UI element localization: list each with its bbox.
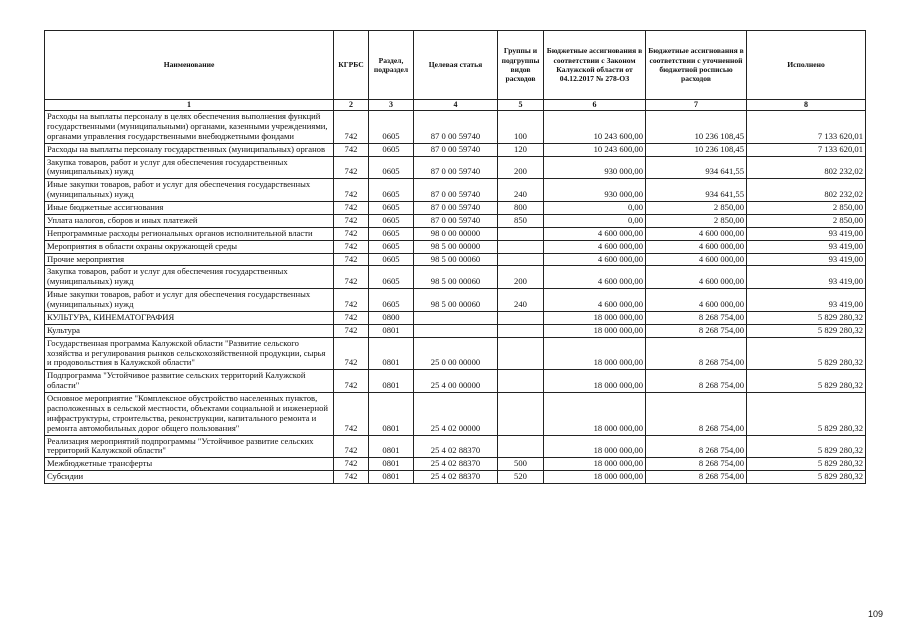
cell-stat: 25 4 02 88370	[414, 471, 498, 484]
cell-name: Культура	[45, 324, 334, 337]
cell-name: Закупка товаров, работ и услуг для обеспечения государственных (муниципальных) нужд	[45, 266, 334, 289]
table-row	[45, 289, 866, 312]
header-razdel: Раздел, подраздел	[369, 31, 414, 100]
table-row	[45, 202, 866, 215]
cell-name: Государственная программа Калужской области "Развитие сельского хозяйства и регулирования рынков сельскохозяйственной продукции, сырья и продовольствия в Калужской области"	[45, 337, 334, 370]
cell-isp: 5 829 280,32	[747, 471, 866, 484]
cell-kgrbs: 742	[334, 202, 369, 215]
cell-utoch: 2 850,00	[646, 214, 747, 227]
cell-vid	[498, 435, 544, 458]
header-utoch: Бюджетные ассигнования в соответствии с уточненной бюджетной росписью расходов	[646, 31, 747, 100]
cell-razdel: 0801	[369, 324, 414, 337]
cell-law: 4 600 000,00	[544, 253, 646, 266]
cell-name: Расходы на выплаты персоналу государственных (муниципальных) органов	[45, 143, 334, 156]
cell-razdel: 0605	[369, 179, 414, 202]
cell-razdel: 0605	[369, 253, 414, 266]
table-row	[45, 370, 866, 393]
cell-law: 930 000,00	[544, 156, 646, 179]
cell-name: Мероприятия в области охраны окружающей среды	[45, 240, 334, 253]
cell-kgrbs: 742	[334, 324, 369, 337]
cell-law: 0,00	[544, 202, 646, 215]
header-vid: Группы и подгруппы видов расходов	[498, 31, 544, 100]
cell-kgrbs: 742	[334, 458, 369, 471]
cell-stat: 87 0 00 59740	[414, 214, 498, 227]
cell-razdel: 0605	[369, 214, 414, 227]
cell-stat: 25 4 02 88370	[414, 458, 498, 471]
cell-vid	[498, 227, 544, 240]
cell-kgrbs: 742	[334, 253, 369, 266]
table-row	[45, 471, 866, 484]
header-isp: Исполнено	[747, 31, 866, 100]
cell-name: Реализация мероприятий подпрограммы "Устойчивое развитие сельских территорий Калужской области"	[45, 435, 334, 458]
cell-isp: 7 133 620,01	[747, 143, 866, 156]
cell-utoch: 10 236 108,45	[646, 143, 747, 156]
cell-law: 4 600 000,00	[544, 266, 646, 289]
cell-razdel: 0605	[369, 156, 414, 179]
cell-razdel: 0801	[369, 435, 414, 458]
cell-law: 18 000 000,00	[544, 337, 646, 370]
table-row	[45, 324, 866, 337]
cell-name: Субсидии	[45, 471, 334, 484]
cell-vid: 120	[498, 143, 544, 156]
col-number: 7	[646, 100, 747, 111]
cell-isp: 93 419,00	[747, 240, 866, 253]
table-row	[45, 179, 866, 202]
cell-kgrbs: 742	[334, 289, 369, 312]
cell-utoch: 4 600 000,00	[646, 289, 747, 312]
cell-isp: 93 419,00	[747, 289, 866, 312]
cell-name: Расходы на выплаты персоналу в целях обеспечения выполнения функций государственными (муниципальными) органами, казенными учреждениями, органами управления государственными внебюджетными фондами	[45, 111, 334, 144]
table-row	[45, 253, 866, 266]
cell-vid: 800	[498, 202, 544, 215]
cell-law: 18 000 000,00	[544, 311, 646, 324]
cell-isp: 802 232,02	[747, 179, 866, 202]
column-number-row	[45, 100, 866, 111]
cell-name: Иные закупки товаров, работ и услуг для обеспечения государственных (муниципальных) нужд	[45, 289, 334, 312]
cell-stat: 98 5 00 00060	[414, 253, 498, 266]
cell-kgrbs: 742	[334, 240, 369, 253]
cell-utoch: 10 236 108,45	[646, 111, 747, 144]
cell-kgrbs: 742	[334, 311, 369, 324]
header-row	[45, 31, 866, 100]
cell-utoch: 934 641,55	[646, 156, 747, 179]
table-row	[45, 266, 866, 289]
cell-razdel: 0801	[369, 393, 414, 436]
cell-vid: 100	[498, 111, 544, 144]
cell-isp: 5 829 280,32	[747, 324, 866, 337]
cell-isp: 93 419,00	[747, 266, 866, 289]
cell-vid	[498, 324, 544, 337]
cell-law: 0,00	[544, 214, 646, 227]
cell-utoch: 8 268 754,00	[646, 370, 747, 393]
cell-name: Межбюджетные трансферты	[45, 458, 334, 471]
cell-vid: 240	[498, 179, 544, 202]
cell-stat: 87 0 00 59740	[414, 179, 498, 202]
cell-isp: 5 829 280,32	[747, 458, 866, 471]
cell-kgrbs: 742	[334, 471, 369, 484]
cell-name: Подпрограмма "Устойчивое развитие сельских территорий Калужской области"	[45, 370, 334, 393]
cell-stat: 98 0 00 00000	[414, 227, 498, 240]
cell-law: 930 000,00	[544, 179, 646, 202]
cell-utoch: 4 600 000,00	[646, 253, 747, 266]
cell-isp: 5 829 280,32	[747, 311, 866, 324]
cell-stat: 87 0 00 59740	[414, 202, 498, 215]
table-row	[45, 458, 866, 471]
col-number: 1	[45, 100, 334, 111]
cell-isp: 2 850,00	[747, 214, 866, 227]
cell-razdel: 0801	[369, 370, 414, 393]
cell-utoch: 8 268 754,00	[646, 324, 747, 337]
cell-stat: 87 0 00 59740	[414, 143, 498, 156]
cell-stat: 98 5 00 00060	[414, 289, 498, 312]
cell-isp: 93 419,00	[747, 253, 866, 266]
cell-isp: 5 829 280,32	[747, 337, 866, 370]
cell-vid	[498, 370, 544, 393]
cell-utoch: 8 268 754,00	[646, 435, 747, 458]
header-stat: Целевая статья	[414, 31, 498, 100]
cell-kgrbs: 742	[334, 435, 369, 458]
cell-law: 4 600 000,00	[544, 227, 646, 240]
cell-isp: 93 419,00	[747, 227, 866, 240]
cell-kgrbs: 742	[334, 214, 369, 227]
table-row	[45, 435, 866, 458]
cell-stat: 25 0 00 00000	[414, 337, 498, 370]
cell-razdel: 0801	[369, 337, 414, 370]
cell-utoch: 8 268 754,00	[646, 393, 747, 436]
cell-stat: 98 5 00 00060	[414, 266, 498, 289]
cell-isp: 7 133 620,01	[747, 111, 866, 144]
cell-vid: 850	[498, 214, 544, 227]
cell-kgrbs: 742	[334, 156, 369, 179]
cell-utoch: 4 600 000,00	[646, 266, 747, 289]
cell-vid	[498, 253, 544, 266]
cell-kgrbs: 742	[334, 143, 369, 156]
table-row	[45, 337, 866, 370]
cell-razdel: 0801	[369, 458, 414, 471]
cell-isp: 5 829 280,32	[747, 370, 866, 393]
cell-law: 18 000 000,00	[544, 471, 646, 484]
header-law: Бюджетные ассигнования в соответствии с Законом Калужской области от 04.12.2017 № 278-ОЗ	[544, 31, 646, 100]
cell-kgrbs: 742	[334, 370, 369, 393]
table-row	[45, 227, 866, 240]
header-name: Наименование	[45, 31, 334, 100]
cell-utoch: 2 850,00	[646, 202, 747, 215]
table-row	[45, 311, 866, 324]
cell-kgrbs: 742	[334, 266, 369, 289]
cell-name: Закупка товаров, работ и услуг для обеспечения государственных (муниципальных) нужд	[45, 156, 334, 179]
table-row	[45, 240, 866, 253]
cell-law: 18 000 000,00	[544, 458, 646, 471]
table-row	[45, 214, 866, 227]
cell-vid	[498, 240, 544, 253]
cell-vid: 200	[498, 266, 544, 289]
cell-stat: 87 0 00 59740	[414, 156, 498, 179]
cell-utoch: 8 268 754,00	[646, 458, 747, 471]
cell-razdel: 0605	[369, 240, 414, 253]
col-number: 2	[334, 100, 369, 111]
cell-razdel: 0605	[369, 266, 414, 289]
cell-stat: 25 4 02 88370	[414, 435, 498, 458]
cell-kgrbs: 742	[334, 227, 369, 240]
table-row	[45, 111, 866, 144]
header-kgrbs: КГРБС	[334, 31, 369, 100]
cell-name: КУЛЬТУРА, КИНЕМАТОГРАФИЯ	[45, 311, 334, 324]
cell-stat	[414, 311, 498, 324]
cell-name: Уплата налогов, сборов и иных платежей	[45, 214, 334, 227]
cell-utoch: 8 268 754,00	[646, 337, 747, 370]
cell-vid	[498, 311, 544, 324]
cell-utoch: 934 641,55	[646, 179, 747, 202]
budget-table	[44, 30, 866, 484]
cell-law: 4 600 000,00	[544, 240, 646, 253]
col-number: 4	[414, 100, 498, 111]
cell-stat: 98 5 00 00000	[414, 240, 498, 253]
cell-name: Непрограммные расходы региональных органов исполнительной власти	[45, 227, 334, 240]
col-number: 8	[747, 100, 866, 111]
cell-isp: 2 850,00	[747, 202, 866, 215]
table-row	[45, 143, 866, 156]
cell-law: 10 243 600,00	[544, 143, 646, 156]
cell-kgrbs: 742	[334, 111, 369, 144]
cell-stat: 25 4 00 00000	[414, 370, 498, 393]
col-number: 6	[544, 100, 646, 111]
cell-kgrbs: 742	[334, 179, 369, 202]
cell-razdel: 0605	[369, 202, 414, 215]
cell-vid: 500	[498, 458, 544, 471]
cell-vid: 520	[498, 471, 544, 484]
col-number: 3	[369, 100, 414, 111]
cell-isp: 5 829 280,32	[747, 435, 866, 458]
cell-razdel: 0800	[369, 311, 414, 324]
cell-razdel: 0605	[369, 227, 414, 240]
cell-law: 18 000 000,00	[544, 370, 646, 393]
cell-stat: 87 0 00 59740	[414, 111, 498, 144]
cell-razdel: 0605	[369, 111, 414, 144]
cell-utoch: 4 600 000,00	[646, 240, 747, 253]
page-number: 109	[867, 609, 883, 619]
cell-vid	[498, 337, 544, 370]
cell-name: Основное мероприятие "Комплексное обустройство населенных пунктов, расположенных в сельской местности, объектами социальной и инженерной инфраструктуры, строительства, реконструкции, капитального ремонта и ремонта автомобильных дорог общего пользования"	[45, 393, 334, 436]
cell-vid: 200	[498, 156, 544, 179]
table-row	[45, 393, 866, 436]
cell-law: 18 000 000,00	[544, 435, 646, 458]
cell-utoch: 8 268 754,00	[646, 471, 747, 484]
cell-vid: 240	[498, 289, 544, 312]
cell-law: 4 600 000,00	[544, 289, 646, 312]
cell-kgrbs: 742	[334, 337, 369, 370]
table-row	[45, 156, 866, 179]
col-number: 5	[498, 100, 544, 111]
cell-utoch: 4 600 000,00	[646, 227, 747, 240]
cell-name: Прочие мероприятия	[45, 253, 334, 266]
cell-name: Иные бюджетные ассигнования	[45, 202, 334, 215]
cell-isp: 5 829 280,32	[747, 393, 866, 436]
cell-law: 10 243 600,00	[544, 111, 646, 144]
cell-kgrbs: 742	[334, 393, 369, 436]
cell-stat	[414, 324, 498, 337]
cell-stat: 25 4 02 00000	[414, 393, 498, 436]
cell-razdel: 0605	[369, 289, 414, 312]
cell-law: 18 000 000,00	[544, 324, 646, 337]
cell-razdel: 0605	[369, 143, 414, 156]
cell-vid	[498, 393, 544, 436]
cell-name: Иные закупки товаров, работ и услуг для обеспечения государственных (муниципальных) нужд	[45, 179, 334, 202]
cell-utoch: 8 268 754,00	[646, 311, 747, 324]
cell-isp: 802 232,02	[747, 156, 866, 179]
cell-razdel: 0801	[369, 471, 414, 484]
cell-law: 18 000 000,00	[544, 393, 646, 436]
